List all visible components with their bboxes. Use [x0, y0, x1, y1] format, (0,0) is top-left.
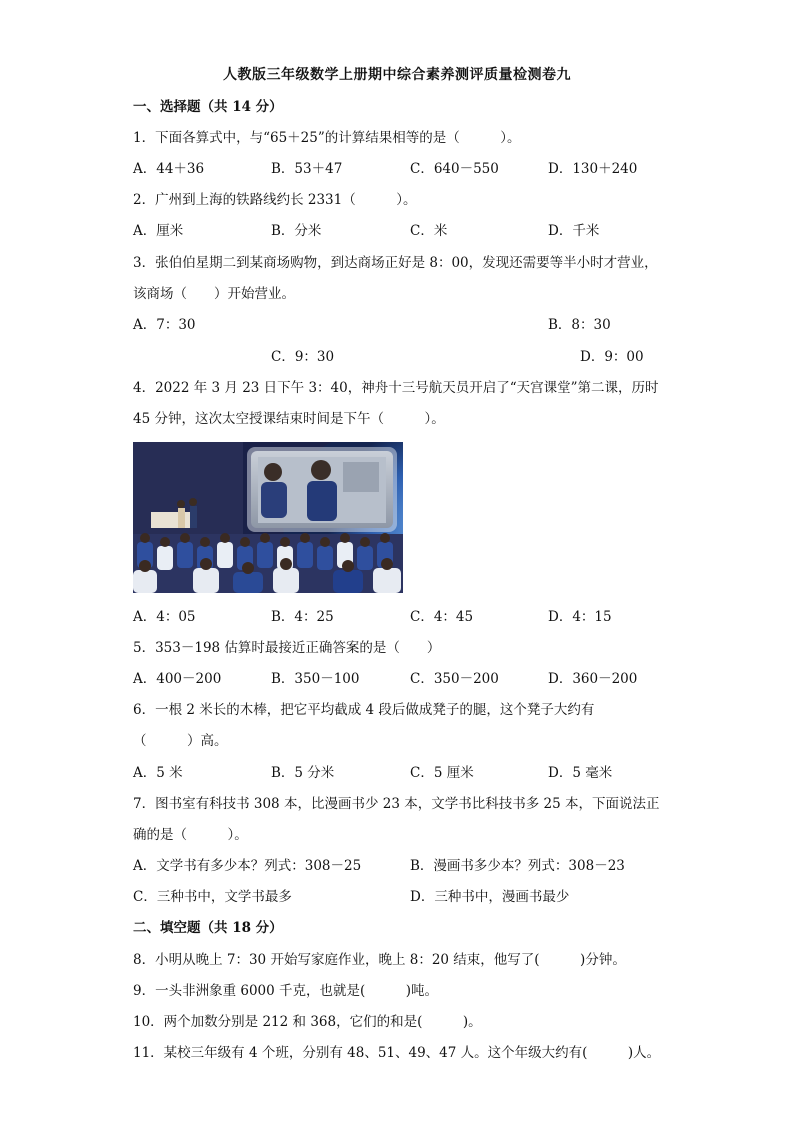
q1-option-c: C．640－550	[410, 161, 499, 177]
question-9: 9．一头非洲象重 6000 千克，也就是( )吨。	[133, 983, 439, 999]
q1-option-b: B．53＋47	[271, 161, 343, 177]
section-fill-heading: 二、填空题（共 18 分）	[133, 920, 283, 936]
question-10: 10．两个加数分别是 212 和 368，它们的和是( )。	[133, 1014, 482, 1030]
question-1-stem: 1．下面各算式中，与“65＋25”的计算结果相等的是（ ）。	[133, 130, 521, 146]
q6-option-a: A．5 米	[133, 765, 183, 781]
q2-option-c: C．米	[410, 223, 448, 239]
q3-option-d: D．9：00	[580, 349, 644, 365]
q5-option-a: A．400－200	[133, 671, 222, 687]
q4-option-c: C．4：45	[410, 609, 474, 625]
q3-option-a: A．7：30	[133, 317, 196, 333]
question-11: 11．某校三年级有 4 个班，分别有 48、51、49、47 人。这个年级大约有( )人。	[133, 1045, 661, 1061]
q1-option-a: A．44＋36	[133, 161, 205, 177]
q1-option-d: D．130＋240	[548, 161, 638, 177]
question-6-stem-line1: 6．一根 2 米长的木棒，把它平均截成 4 段后做成凳子的腿，这个凳子大约有	[133, 702, 595, 718]
space-class-photo-illustration	[133, 442, 403, 593]
section-choice-heading: 一、选择题（共 14 分）	[133, 99, 283, 115]
exam-title: 人教版三年级数学上册期中综合素养测评质量检测卷九	[223, 67, 571, 83]
space-class-photo	[133, 442, 403, 593]
q5-option-d: D．360－200	[548, 671, 638, 687]
question-4-stem-line1: 4．2022 年 3 月 23 日下午 3：40，神舟十三号航天员开启了“天宫课堂”第二课，历时	[133, 380, 659, 396]
q7-option-a: A．文学书有多少本？列式：308－25	[133, 858, 362, 874]
question-4-stem-line2: 45 分钟，这次太空授课结束时间是下午（ ）。	[133, 411, 445, 427]
question-6-stem-line2: （ ）高。	[133, 733, 228, 749]
q5-option-c: C．350－200	[410, 671, 499, 687]
q3-option-c: C．9：30	[271, 349, 335, 365]
q6-option-b: B．5 分米	[271, 765, 335, 781]
question-3-stem-line1: 3．张伯伯星期二到某商场购物，到达商场正好是 8：00，发现还需要等半小时才营业，	[133, 255, 658, 271]
q2-option-a: A．厘米	[133, 223, 184, 239]
q7-option-d: D．三种书中，漫画书最少	[410, 889, 570, 905]
question-7-stem-line1: 7．图书室有科技书 308 本，比漫画书少 23 本，文学书比科技书多 25 本，下面说法正	[133, 796, 660, 812]
question-3-stem-line2: 该商场（ ）开始营业。	[133, 286, 295, 302]
q7-option-b: B．漫画书多少本？列式：308－23	[410, 858, 625, 874]
q2-option-b: B．分米	[271, 223, 322, 239]
q5-option-b: B．350－100	[271, 671, 360, 687]
q4-option-d: D．4：15	[548, 609, 612, 625]
q6-option-d: D．5 毫米	[548, 765, 613, 781]
q4-option-b: B．4：25	[271, 609, 334, 625]
q3-option-b: B．8：30	[548, 317, 611, 333]
q6-option-c: C．5 厘米	[410, 765, 474, 781]
question-5-stem: 5．353－198 估算时最接近正确答案的是（ ）	[133, 640, 441, 656]
question-7-stem-line2: 确的是（ ）。	[133, 827, 248, 843]
q2-option-d: D．千米	[548, 223, 600, 239]
question-2-stem: 2．广州到上海的铁路线约长 2331（ ）。	[133, 192, 417, 208]
q7-option-c: C．三种书中，文学书最多	[133, 889, 292, 905]
q4-option-a: A．4：05	[133, 609, 196, 625]
question-8: 8．小明从晚上 7：30 开始写家庭作业，晚上 8：20 结束，他写了( )分钟。	[133, 952, 626, 968]
